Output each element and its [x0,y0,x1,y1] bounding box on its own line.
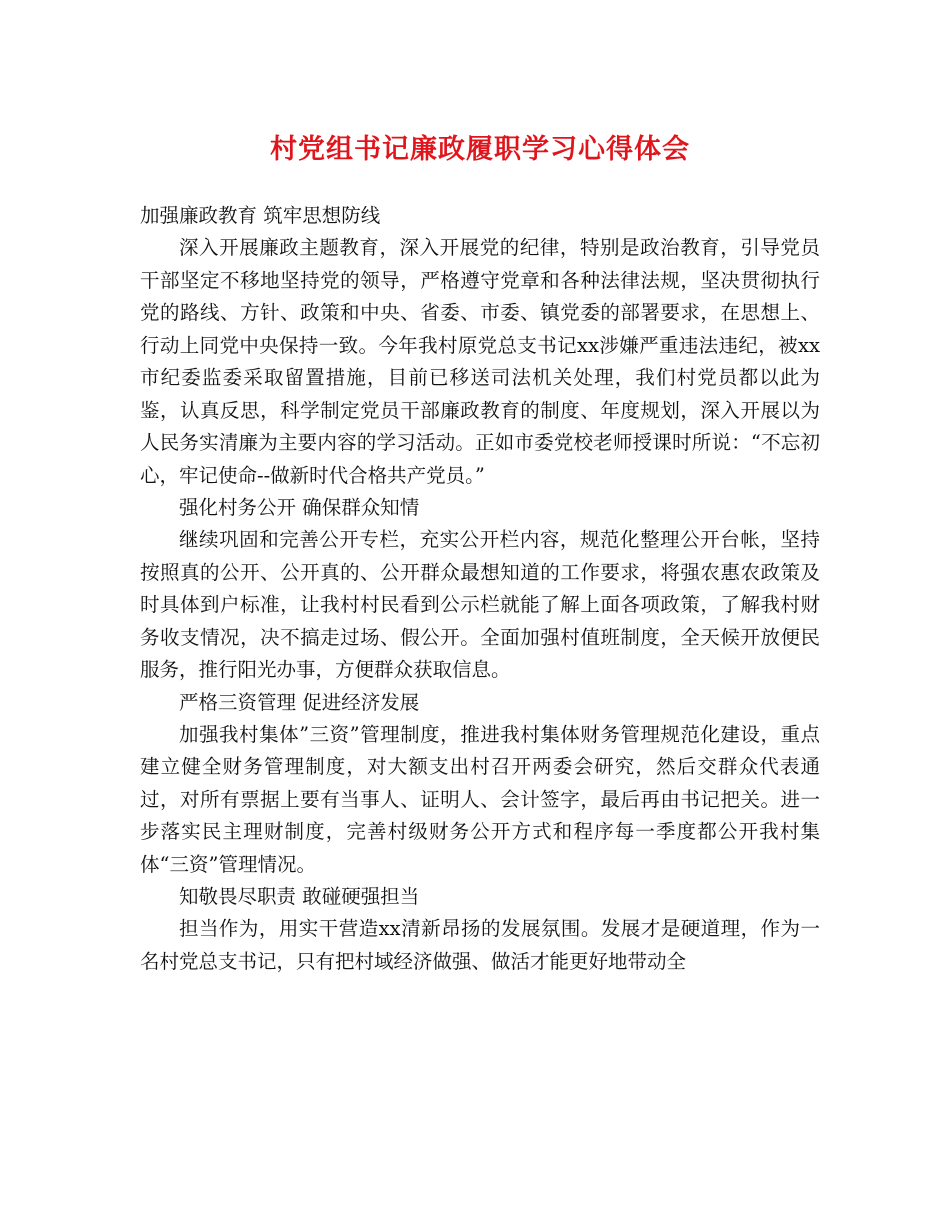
section-body-1: 深入开展廉政主题教育，深入开展党的纪律，特别是政治教育，引导党员干部坚定不移地坚持党的领导，严格遵守党章和各种法律法规，坚决贯彻执行党的路线、方针、政策和中央、省委、市委、镇党委的部署要求，在思想上、行动上同党中央保持一致。今年我村原党总支书记xx涉嫌严重违法违纪，被xx市纪委监委采取留置措施，目前已移送司法机关处理，我们村党员都以此为鉴，认真反思，科学制定党员干部廉政教育的制度、年度规划，深入开展以为人民务实清廉为主要内容的学习活动。正如市委党校老师授课时所说：“不忘初心，牢记使命--做新时代合格共产党员。” [140,236,820,487]
section-body-3: 加强我村集体”三资”管理制度，推进我村集体财务管理规范化建设，重点建立健全财务管理制度，对大额支出村召开两委会研究，然后交群众代表通过，对所有票据上要有当事人、证明人、会计签字，最后再由书记把关。进一步落实民主理财制度，完善村级财务公开方式和程序每一季度都公开我村集体“三资”管理情况。 [140,722,820,876]
section-heading-1: 加强廉政教育 筑牢思想防线 [140,204,381,227]
section-body-4: 担当作为，用实干营造xx清新昂扬的发展氛围。发展才是硬道理，作为一名村党总支书记，只有把村域经济做强、做活才能更好地带动全 [140,917,820,973]
section-body-2: 继续巩固和完善公开专栏，充实公开栏内容，规范化整理公开台帐，坚持按照真的公开、公开真的、公开群众最想知道的工作要求，将强农惠农政策及时具体到户标准，让我村村民看到公示栏就能了解上面各项政策，了解我村财务收支情况，决不搞走过场、假公开。全面加强村值班制度，全天候开放便民服务，推行阳光办事，方便群众获取信息。 [140,528,820,681]
section-heading-3: 严格三资管理 促进经济发展 [179,690,420,714]
section-heading-4: 知敬畏尽职责 敢碰硬强担当 [179,885,420,908]
section-heading-2: 强化村务公开 确保群众知情 [179,496,420,519]
document-title: 村党组书记廉政履职学习心得体会 [270,134,690,165]
